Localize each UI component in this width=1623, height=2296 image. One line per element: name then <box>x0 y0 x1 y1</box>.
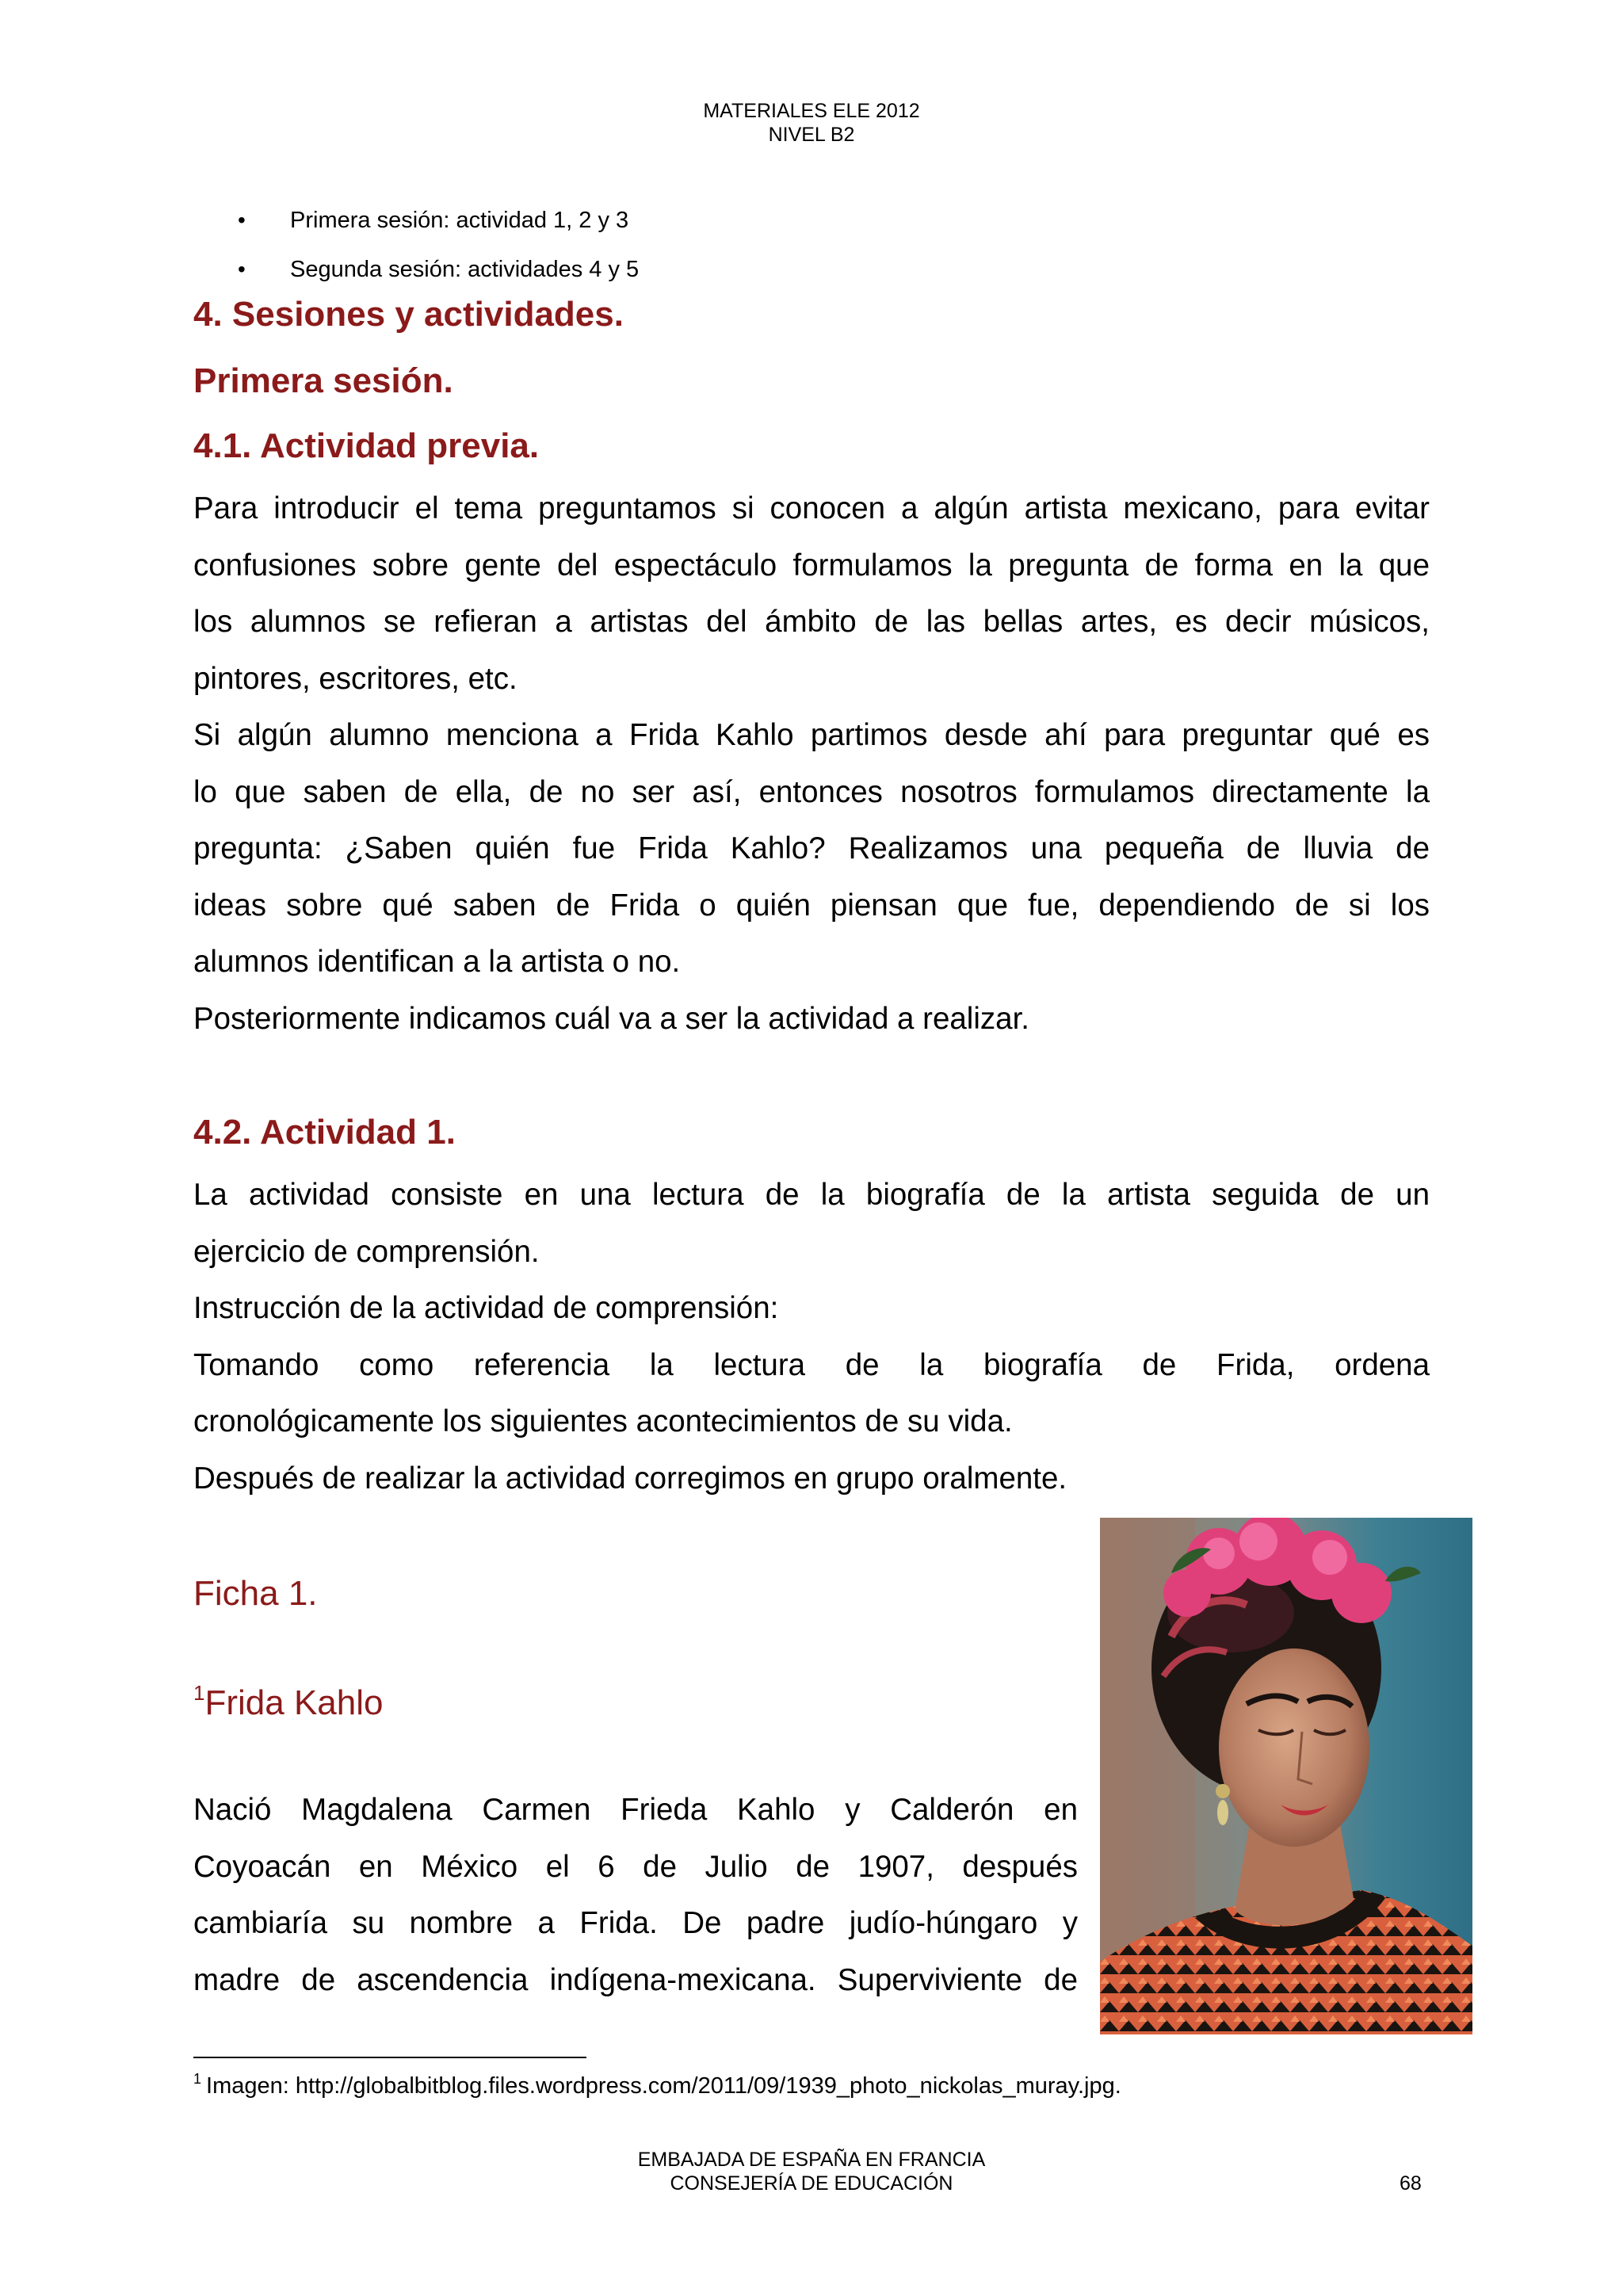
text-line: ideas sobre qué saben de Frida o quién piensan que fue, dependiendo de si los <box>193 888 1430 923</box>
text-line: Nació Magdalena Carmen Frieda Kahlo y Calderón en <box>193 1793 1078 1827</box>
footer-institution: EMBAJADA DE ESPAÑA EN FRANCIA <box>637 2149 986 2171</box>
text-line: confusiones sobre gente del espectáculo formulamos la pregunta de forma en la que <box>193 548 1430 583</box>
section-heading-actividad1: 4.2. Actividad 1. <box>193 1113 456 1152</box>
page-number: 68 <box>1400 2172 1422 2195</box>
footnote-number: 1 <box>193 2071 202 2087</box>
footnote <box>193 2069 1121 2103</box>
text-line: madre de ascendencia indígena-mexicana. Superviviente de <box>193 1962 1078 1997</box>
header-level: NIVEL B2 <box>768 124 855 146</box>
footnote-divider <box>193 2057 586 2058</box>
ficha-title: Ficha 1. <box>193 1574 318 1613</box>
session-list <box>238 196 639 294</box>
page-footer <box>0 2148 1623 2195</box>
paragraph-previa <box>193 480 1430 1047</box>
footnote-text: Imagen: http://globalbitblog.files.wordpress.com/2011/09/1939_photo_nickolas_muray.jpg. <box>206 2073 1121 2099</box>
section-heading-sesiones: 4. Sesiones y actividades. <box>193 295 624 334</box>
text-line: ejercicio de comprensión. <box>193 1234 540 1269</box>
text-line: Tomando como referencia la lectura de la biografía de Frida, ordena <box>193 1347 1430 1382</box>
text-line: pregunta: ¿Saben quién fue Frida Kahlo? Realizamos una pequeña de lluvia de <box>193 831 1430 865</box>
text-line: pintores, escritores, etc. <box>193 661 517 696</box>
text-line: los alumnos se refieran a artistas del ámbito de las bellas artes, es decir músicos, <box>193 605 1430 639</box>
text-line: Después de realizar la actividad corregimos en grupo oralmente. <box>193 1461 1067 1496</box>
text-line: alumnos identifican a la artista o no. <box>193 945 681 979</box>
text-line: cambiaría su nombre a Frida. De padre judío-húngaro y <box>193 1906 1078 1940</box>
biography-paragraph <box>193 1782 1078 2008</box>
header-title: MATERIALES ELE 2012 <box>703 100 920 122</box>
page-header <box>0 99 1623 147</box>
paragraph-actividad1 <box>193 1167 1430 1507</box>
list-item: • Primera sesión: actividad 1, 2 y 3 <box>238 196 639 245</box>
ficha-subtitle-text: Frida Kahlo <box>204 1683 384 1722</box>
text-line: lo que saben de ella, de no ser así, entonces nosotros formulamos directamente la <box>193 774 1430 809</box>
text-line: cronológicamente los siguientes acontecimientos de su vida. <box>193 1404 1013 1438</box>
frida-kahlo-photo <box>1100 1518 1472 2034</box>
footnote-marker: 1 <box>193 1681 205 1705</box>
text-line: Para introducir el tema preguntamos si conocen a algún artista mexicano, para evitar <box>193 491 1430 525</box>
text-line: Coyoacán en México el 6 de Julio de 1907, después <box>193 1849 1078 1884</box>
list-item: • Segunda sesión: actividades 4 y 5 <box>238 245 639 294</box>
text-line: Instrucción de la actividad de comprensión: <box>193 1291 779 1325</box>
section-heading-previa: 4.1. Actividad previa. <box>193 426 540 465</box>
section-heading-primera: Primera sesión. <box>193 361 453 400</box>
text-line: Posteriormente indicamos cuál va a ser la actividad a realizar. <box>193 1001 1029 1036</box>
footer-department: CONSEJERÍA DE EDUCACIÓN <box>670 2172 953 2195</box>
text-line: La actividad consiste en una lectura de la biografía de la artista seguida de un <box>193 1178 1430 1212</box>
text-line: Si algún alumno menciona a Frida Kahlo partimos desde ahí para preguntar qué es <box>193 718 1430 752</box>
ficha-subtitle <box>193 1683 383 1724</box>
